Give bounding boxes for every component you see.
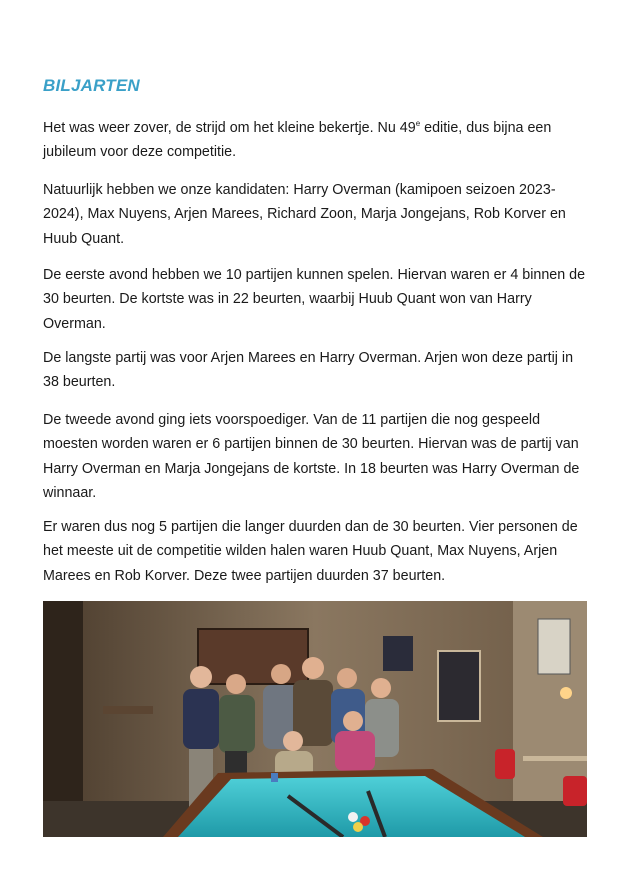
paragraph-6: Er waren dus nog 5 partijen die langer duurden dan de 30 beurten. Vier personen de het meeste uit de competitie wilden halen waren Huub Quant, Max Nuyens, Arjen Marees en Rob Korver. Deze twee partijen duurden 37 beurten. — [43, 519, 578, 584]
red-chair-2 — [563, 776, 587, 806]
ball-yellow — [353, 822, 363, 832]
paragraph-2: Natuurlijk hebben we onze kandidaten: Harry Overman (kamipoen seizoen 2023-2024), Max Nuyens, Arjen Marees, Richard Zoon, Marja Jongejans, Rob Korver en Huub Quant. — [43, 182, 566, 247]
poster-right — [538, 619, 570, 674]
wall-lamp — [560, 687, 572, 699]
paragraph-1-text-b: editie, dus bijna een jubileum voor deze competitie. — [43, 120, 552, 161]
edition-superscript: e — [415, 119, 421, 128]
poster-door — [438, 651, 480, 721]
paragraph-1 — [43, 116, 591, 165]
drink-can — [271, 773, 278, 782]
red-chair-1 — [495, 749, 515, 779]
paragraph-3: De eerste avond hebben we 10 partijen kunnen spelen. Hiervan waren er 4 binnen de 30 beurten. De kortste was in 22 beurten, waarbij Huub Quant won van Harry Overman. — [43, 267, 586, 332]
ball-white — [348, 812, 358, 822]
paragraph-4: De langste partij was voor Arjen Marees en Harry Overman. Arjen won deze partij in 38 beurten. — [43, 350, 574, 391]
group-photo-illustration — [43, 601, 587, 837]
cue-rack — [103, 706, 153, 714]
paragraph-5: De tweede avond ging iets voorspoediger. Van de 11 partijen die nog gespeeld moesten worden waren er 6 partijen binnen de 30 beurten. Hiervan was de partij van Harry Overman en Marja Jongejans de kortste. In 18 beurten was Harry Overman de winnaar. — [43, 412, 580, 501]
group-photo — [43, 601, 587, 837]
side-table — [523, 756, 587, 761]
wall-tapestry — [198, 629, 308, 684]
paragraph-1-text-a: Het was weer zover, de strijd om het kleine bekertje. Nu 49 — [43, 120, 416, 136]
poster-left — [383, 636, 413, 671]
article-title: BILJARTEN — [43, 76, 140, 95]
